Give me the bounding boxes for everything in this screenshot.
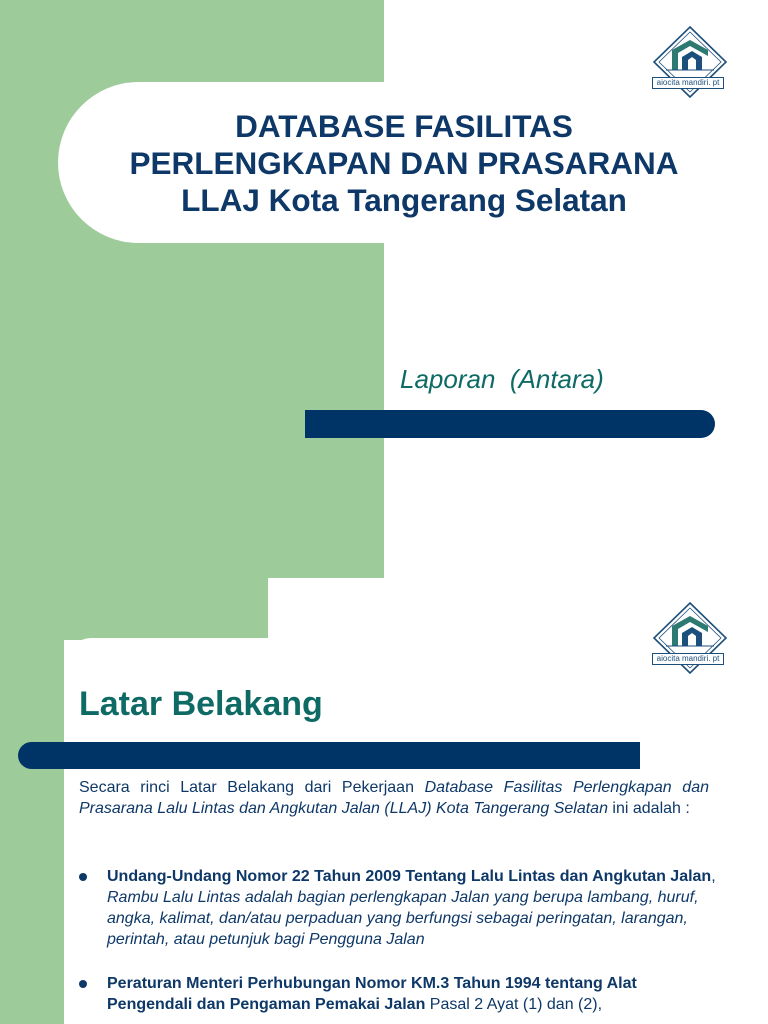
regulation-text: Pasal 2 Ayat (1) dan (2), xyxy=(425,996,603,1013)
content-slide xyxy=(0,578,768,1024)
title-line-3: LLAJ Kota Tangerang Selatan xyxy=(181,182,627,218)
intro-suffix: ini adalah : xyxy=(607,800,690,817)
bullet-dot-icon xyxy=(79,873,87,881)
section-heading: Latar Belakang xyxy=(79,685,323,723)
list-item xyxy=(79,973,719,1015)
slide-subtitle: Laporan (Antara) xyxy=(400,364,604,394)
green-left-strip xyxy=(0,578,64,1024)
logo-caption: aiocita mandiri. pt xyxy=(652,77,724,89)
intro-italic: Database Fasilitas Perlengkapan dan Prasarana Lalu Lintas dan Angkutan Jalan (LLAJ) Kota Tangerang Selatan xyxy=(79,779,709,817)
list-item xyxy=(79,866,719,950)
regulation-list xyxy=(79,866,719,1024)
regulation-text: , xyxy=(711,868,716,885)
regulation-title: Undang-Undang Nomor 22 Tahun 2009 Tentang Lalu Lintas dan Angkutan Jalan xyxy=(107,868,712,885)
navy-heading-bar xyxy=(18,742,640,769)
title-line-1: DATABASE FASILITAS xyxy=(235,108,573,144)
company-logo xyxy=(650,602,730,672)
title-line-2: PERLENGKAPAN DAN PRASARANA xyxy=(129,145,679,181)
slide-title xyxy=(84,108,724,219)
bullet-dot-icon xyxy=(79,980,87,988)
company-logo xyxy=(650,26,730,96)
navy-accent-bar xyxy=(305,410,715,438)
intro-paragraph xyxy=(79,777,709,819)
regulation-quote: Rambu Lalu Lintas adalah bagian perlengkapan Jalan yang berupa lambang, huruf, angka, kalimat, dan/atau perpaduan yang berfungsi sebagai peringatan, larangan, perintah, atau petunjuk bagi Pengguna Jalan xyxy=(107,889,699,948)
intro-prefix: Secara rinci Latar Belakang dari Pekerjaan xyxy=(79,779,425,796)
regulation-title: Peraturan Menteri Perhubungan Nomor KM.3 Tahun 1994 tentang Alat Pengendali dan Pengaman Pemakai Jalan xyxy=(107,975,637,1013)
logo-caption: aiocita mandiri. pt xyxy=(652,653,724,665)
